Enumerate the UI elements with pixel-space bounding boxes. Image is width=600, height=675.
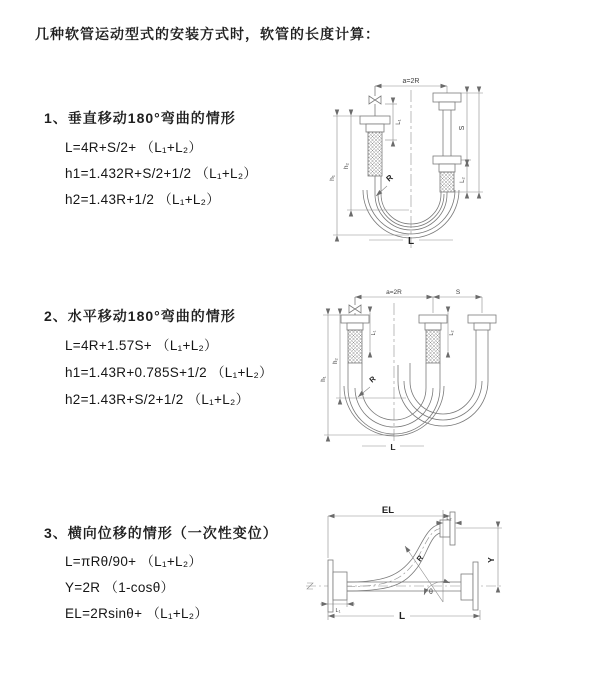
section-3-heading: 3、横向位移的情形（一次性变位）	[44, 525, 278, 541]
section-3-formula-Y: Y=2R （1-cosθ）	[65, 580, 175, 595]
d2-radius-label: R	[367, 374, 378, 385]
d1-right-fitting	[433, 93, 461, 192]
d1-left-fitting	[360, 116, 390, 176]
d1-l1-label: L₁	[396, 119, 402, 125]
d1-span-label: a=2R	[402, 78, 420, 85]
d3-radius-label: R	[414, 553, 426, 564]
d1-h2-label: h₂	[343, 162, 350, 170]
section-3-formula-L: L=πRθ/90+ （L₁+L₂）	[65, 554, 203, 569]
d2-l2-label: L₂	[449, 330, 455, 336]
section-1-heading: 1、垂直移动180°弯曲的情形	[44, 110, 236, 126]
d2-l1-label: L₁	[371, 330, 377, 336]
section-1-formula-h1: h1=1.432R+S/2+1/2 （L₁+L₂）	[65, 166, 258, 181]
d3-length-dimension	[328, 610, 480, 622]
d3-theta-label: θ	[429, 589, 433, 596]
d3-y-label: Y	[486, 557, 496, 563]
page-title: 几种软管运动型式的安装方式时，软管的长度计算：	[35, 26, 380, 42]
d2-middle-fitting	[419, 315, 447, 363]
section-1-formula-L: L=4R+S/2+ （L₁+L₂）	[65, 140, 203, 155]
d3-length-label: L	[398, 611, 406, 622]
d1-radius-annotation	[375, 173, 395, 198]
d2-s-label: S	[455, 289, 461, 296]
d1-length-annotation	[369, 236, 453, 247]
d1-l2-label: L₂	[460, 177, 466, 183]
section-3-formula-EL: EL=2Rsinθ+ （L₁+L₂）	[65, 606, 209, 621]
d1-length-label: L	[407, 236, 415, 247]
d2-valve-icon	[349, 297, 361, 315]
d2-h2-label: h₂	[333, 358, 339, 364]
diagram-vertical-180-bend	[313, 70, 590, 258]
d3-el-dimension	[328, 505, 450, 558]
d3-hose-curve	[347, 524, 440, 591]
section-2-formula-h2: h2=1.43R+S/2+1/2 （L₁+L₂）	[65, 392, 250, 407]
d1-radius-label: R	[384, 172, 395, 184]
d2-length-label: L	[390, 442, 396, 452]
d2-span-label: a=2R	[386, 289, 402, 296]
d2-right-fitting	[468, 315, 496, 381]
d1-stroke-dimensions	[454, 87, 483, 199]
section-1-formula-h2: h2=1.43R+1/2 （L₁+L₂）	[65, 192, 221, 207]
diagram-horizontal-180-bend	[308, 283, 595, 460]
d3-el-label: EL	[381, 505, 395, 516]
d2-height-dimensions	[321, 309, 406, 442]
d1-s-label: S	[459, 125, 466, 131]
section-2-formula-h1: h1=1.43R+0.785S+1/2 （L₁+L₂）	[65, 365, 273, 380]
d1-h1-label: h₁	[329, 175, 336, 181]
d3-l2-label: L₂	[446, 516, 452, 522]
d2-length-annotation	[362, 442, 424, 452]
section-2-heading: 2、水平移动180°弯曲的情形	[44, 308, 236, 324]
d2-l2-dimension	[446, 307, 455, 358]
d3-straight-pipe	[347, 582, 461, 591]
d2-radius-annotation	[357, 374, 378, 399]
diagram-lateral-displacement	[298, 498, 595, 650]
d3-right-flange	[461, 562, 478, 610]
d2-h1-label: h₁	[321, 376, 327, 382]
section-2-formula-L: L=4R+1.57S+ （L₁+L₂）	[65, 338, 218, 353]
d2-l1-dimension	[368, 307, 377, 358]
d1-valve-icon	[369, 86, 381, 116]
d2-left-fitting	[341, 315, 369, 363]
d3-l1-label: L₁	[335, 608, 341, 614]
d2-span-dimensions	[355, 289, 482, 313]
